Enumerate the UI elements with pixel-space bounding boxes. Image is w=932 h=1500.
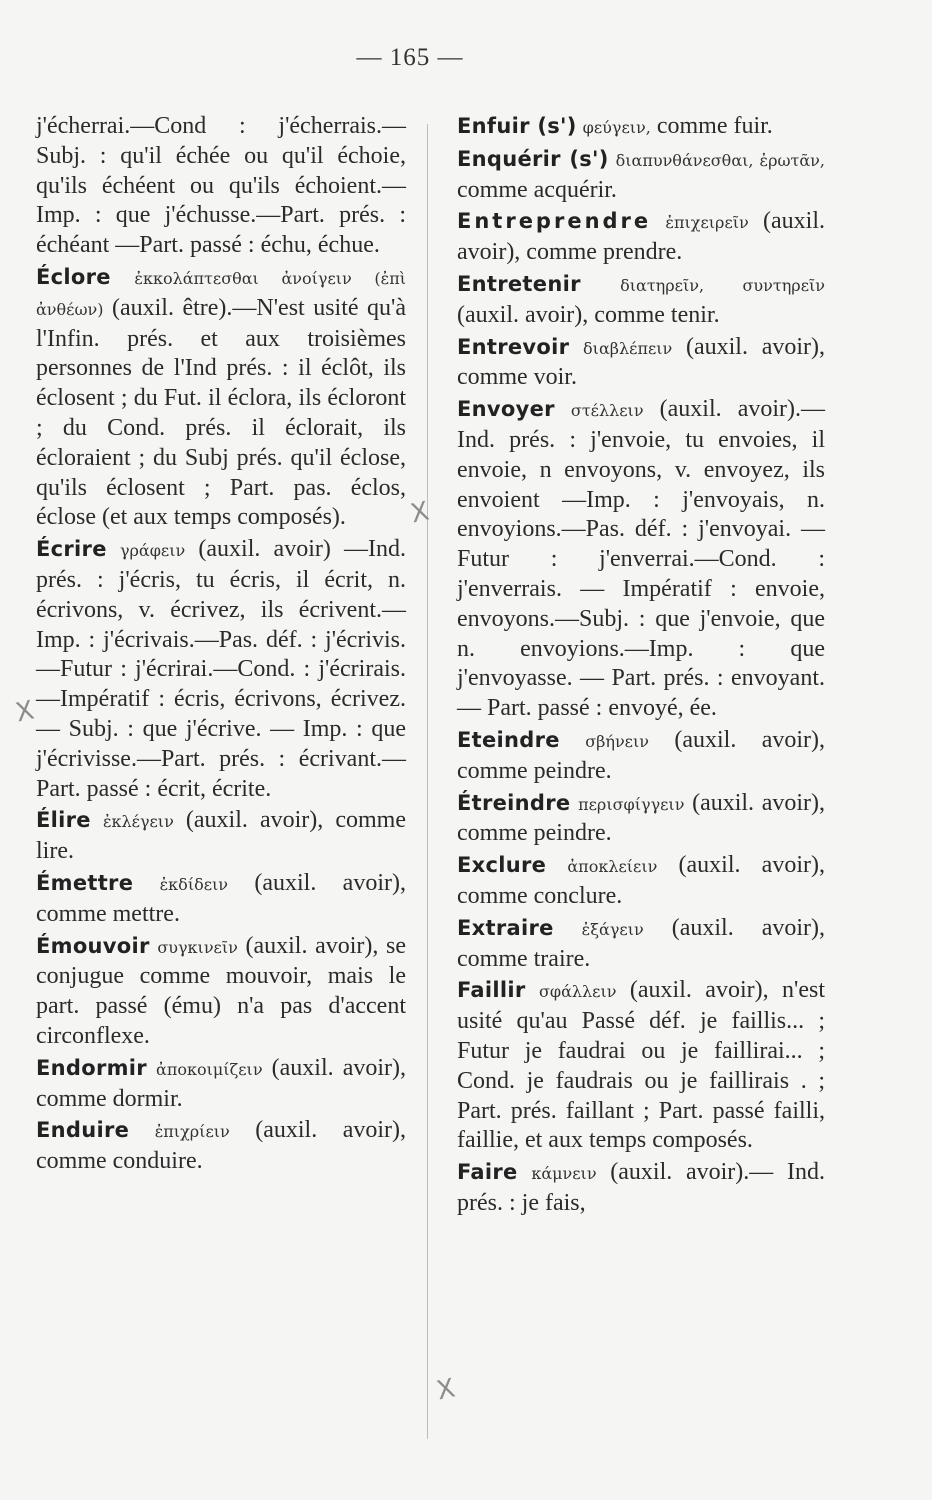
entry-entreprendre: [457, 207, 825, 268]
greek-translation: διαπυνθάνεσθαι, ἐρωτᾶν,: [615, 150, 825, 170]
headword: Extraire: [457, 915, 554, 940]
headword: Entretenir: [457, 271, 581, 296]
page-number: — 165 —: [356, 44, 464, 71]
entry-enfuir: [457, 112, 825, 143]
headword: Enquérir (s'): [457, 146, 609, 171]
entry-ecrire: [36, 535, 406, 804]
entry-text: (auxil. avoir), comme mettre.: [36, 869, 406, 927]
headword: Émettre: [36, 870, 134, 895]
entry-exclure: [457, 851, 825, 912]
entry-envoyer: [457, 395, 825, 724]
entry-text: (auxil. avoir).— Ind. prés. : je fais,: [457, 1159, 826, 1216]
entry-elire: [36, 806, 406, 867]
entry-text: (auxil. avoir), se conjugue comme mouvoir, mais le part. passé (ému) n'a pas d'accent circonflexe.: [36, 932, 407, 1049]
margin-mark-icon: X: [408, 496, 432, 530]
left-column: [36, 112, 406, 1179]
entry-text: comme acquérir.: [457, 176, 617, 203]
greek-translation: περισφίγγειν: [578, 794, 685, 814]
greek-translation: διαβλέπειν: [583, 338, 673, 358]
headword: Faire: [457, 1160, 518, 1185]
entry-extraire: [457, 914, 825, 975]
entry-text: (auxil. être).—N'est usité qu'à l'Infin. prés. et aux troisièmes personnes de l'Ind prés. : il éclôt, ils éclosent ; du Fut. il éclora, ils écloront ; du Cond. prés. il éclorait, ils écloraient ; du Subj prés. qu'il éclose, qu'ils éclosent ; Part. pas. éclos, éclose (et aux temps composés).: [36, 294, 407, 531]
entry-entretenir: [457, 270, 825, 331]
entry-text: (auxil. avoir), comme peindre.: [457, 789, 826, 847]
headword: Entreprendre: [457, 209, 652, 234]
greek-translation: φεύγειν,: [582, 118, 651, 137]
entry-eteindre: [457, 726, 825, 787]
column-divider: [427, 124, 428, 1439]
margin-mark-icon: X: [13, 695, 37, 729]
headword: Élire: [36, 808, 91, 833]
entry-text: (auxil. avoir), comme peindre.: [457, 726, 825, 784]
headword: Enfuir (s'): [457, 114, 577, 138]
headword: Endormir: [36, 1055, 147, 1080]
headword: Faillir: [457, 978, 526, 1003]
headword: Entrevoir: [457, 334, 570, 359]
headword: Étreindre: [457, 790, 571, 815]
entry-text: (auxil. avoir).—Ind. prés. : j'envoie, tu envoies, il envoie, n envoyons, v. envoyez, ils envoient —Imp. : j'envoyais, n. envoyions.—Pas. déf. : j'envoyai. — Futur : j'enverrai.—Cond. : j'enverrais. — Impératif : envoie, envoyons.—Subj. : que j'envoie, que n. envoyions.—Imp. : que j'envoyasse. — Part. prés. : envoyant. — Part. passé : envoyé, ée.: [457, 396, 826, 722]
greek-translation: ἐπιχρίειν: [154, 1122, 230, 1142]
greek-translation: ἐξάγειν: [581, 919, 644, 939]
greek-translation: κάμνειν: [531, 1164, 597, 1184]
headword: Écrire: [36, 537, 107, 562]
headword: Éclore: [36, 264, 111, 289]
greek-translation: ἐπιχειρεῖν: [665, 213, 749, 233]
margin-mark-icon: X: [434, 1373, 458, 1407]
greek-translation: ἐκλέγειν: [102, 812, 174, 832]
entry-entrevoir: [457, 333, 825, 394]
entry-eclore: [36, 263, 406, 533]
greek-translation: διατηρεῖν, συντηρεῖν: [620, 275, 825, 295]
entry-text: (auxil. avoir), comme voir.: [457, 333, 825, 391]
greek-translation: γράφειν: [119, 541, 186, 561]
headword: Émouvoir: [36, 933, 150, 958]
entry-text: (auxil. avoir), comme traire.: [457, 914, 825, 972]
entry-enduire: [36, 1116, 406, 1177]
entry-faire: [457, 1158, 825, 1219]
entry-text: (auxil. avoir), n'est usité qu'au Passé déf. je faillis... ; Futur je faudrai ou je faillirai... ; Cond. je faudrais ou je faillirais . ; Part. prés. faillant ; Part. passé failli, faillie, et aux temps composés.: [457, 977, 825, 1154]
entry-text: j'écherrai.—Cond : j'écherrais.— Subj. : qu'il échée ou qu'il échoie, qu'ils échéent ou qu'ils échoient.—Imp. : que j'échusse.—Part. prés. : échéant —Part. passé : échu, échue.: [36, 113, 406, 259]
right-column: [457, 112, 825, 1221]
greek-translation: ἀποκλείειν: [567, 857, 658, 877]
headword: Envoyer: [457, 397, 555, 422]
entry-emouvoir: [36, 932, 406, 1052]
entry-faillir: [457, 976, 825, 1156]
headword: Enduire: [36, 1118, 130, 1143]
entry-enquerir: [457, 145, 825, 206]
greek-translation: στέλλειν: [570, 401, 644, 421]
greek-translation: σφάλλειν: [538, 982, 617, 1002]
entry-text: (auxil. avoir), comme prendre.: [457, 208, 825, 266]
greek-translation: ἐκκολάπτεσθαι ἀνοίγειν (ἐπὶ ἀνθέων): [36, 268, 406, 319]
headword: Exclure: [457, 853, 547, 878]
greek-translation: σβήνειν: [585, 731, 649, 751]
entry-continuation: [36, 112, 406, 261]
entry-endormir: [36, 1054, 406, 1115]
entry-text: (auxil. avoir), comme tenir.: [457, 301, 720, 328]
entry-text: (auxil. avoir), comme conclure.: [457, 852, 825, 909]
greek-translation: ἐκδίδειν: [159, 874, 229, 894]
entry-text: comme fuir.: [656, 113, 773, 139]
entry-emettre: [36, 869, 406, 930]
greek-translation: συγκινεῖν: [157, 937, 238, 957]
entry-text: (auxil. avoir), comme conduire.: [36, 1117, 407, 1175]
entry-text: (auxil. avoir), comme lire.: [36, 807, 407, 865]
greek-translation: ἀποκοιμίζειν: [156, 1059, 263, 1079]
entry-etreindre: [457, 789, 825, 850]
headword: Eteindre: [457, 727, 560, 752]
entry-text: (auxil. avoir), comme dormir.: [36, 1054, 407, 1112]
entry-text: (auxil. avoir) —Ind. prés. : j'écris, tu écris, il écrit, n. écrivons, v. écrivez, ils écrivent.—Imp. : j'écrivais.—Pas. déf. : j'écrivis.—Futur : j'écrirai.—Cond. : j'écrirais.—Impératif : écris, écrivons, écrivez. — Subj. : que j'écrive. — Imp. : que j'écrivisse.—Part. prés. : écrivant.—Part. passé : écrit, écrite.: [36, 536, 407, 802]
